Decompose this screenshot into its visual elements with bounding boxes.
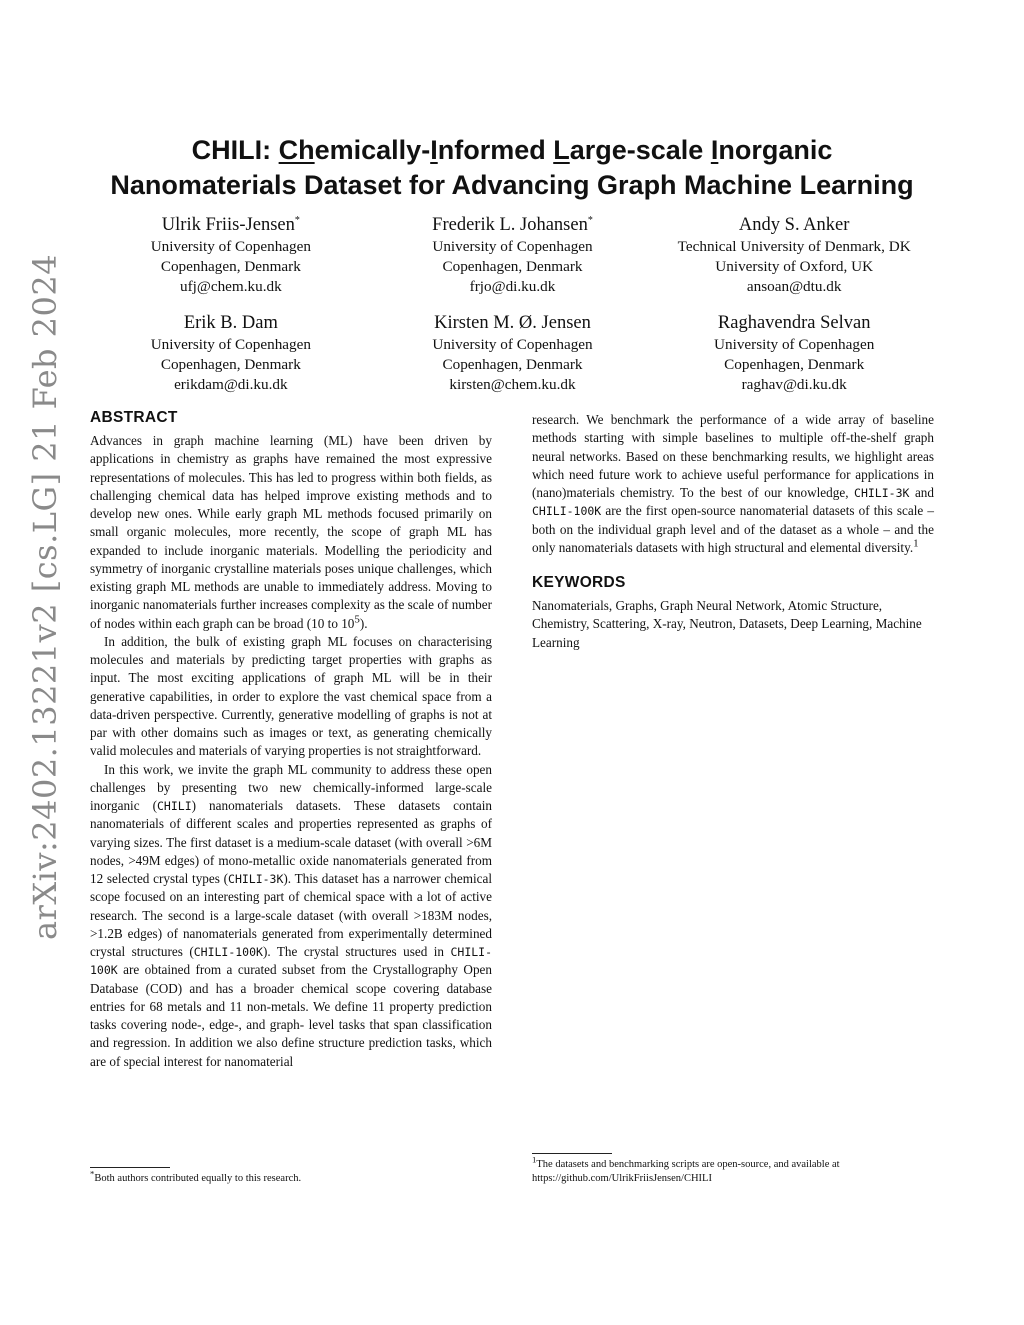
author-block bbox=[653, 312, 935, 395]
author-email: raghav@di.ku.dk bbox=[741, 376, 847, 393]
abstract-paragraph-2: In addition, the bulk of existing graph ML focuses on characterising molecules and materials by predicting target properties with graphs as input. The most exciting applications of graph ML will be in their generative capabilities, in order to explore the vast chemical space from a data-driven perspective. Currently, generative modelling of graphs is not at par with other domains such as images or text, as generating chemically valid molecules and materials of varying properties is not straightforward. bbox=[90, 633, 492, 759]
author-block: Frederik L. Johansen* University of Copenhagen Copenhagen, Denmark frjo@di.ku.dk bbox=[372, 214, 654, 297]
title-line-1: CHILI: Chemically-Informed Large-scale Inorganic bbox=[191, 135, 833, 165]
author-email: ansoan@dtu.dk bbox=[746, 278, 842, 295]
author-location: Copenhagen, Denmark bbox=[724, 356, 865, 373]
author-row-2 bbox=[90, 312, 935, 395]
author-affiliation: University of Copenhagen bbox=[714, 336, 875, 353]
keywords-heading: KEYWORDS bbox=[532, 574, 626, 591]
author-location: Copenhagen, Denmark bbox=[442, 258, 583, 275]
author-row-1 bbox=[90, 214, 935, 297]
author-email: frjo@di.ku.dk bbox=[469, 278, 556, 295]
author-affiliation: University of Copenhagen bbox=[432, 336, 593, 353]
arxiv-margin-identifier: arXiv:2402.13221v2 [cs.LG] 21 Feb 2024 bbox=[26, 253, 64, 940]
author-email: kirsten@chem.ku.dk bbox=[449, 376, 576, 393]
author-affiliation: University of Copenhagen bbox=[150, 238, 311, 255]
footnote-right: $^1$The datasets and benchmarking scripts are open-source, and available at https://github.com/UlrikFriisJensen/CHILI bbox=[532, 1154, 840, 1184]
paper-title bbox=[60, 133, 964, 203]
author-name: Andy S. Anker bbox=[738, 215, 850, 235]
author-affiliation: University of Copenhagen bbox=[150, 336, 311, 353]
author-name: Kirsten M. Ø. Jensen bbox=[434, 313, 591, 333]
author-location: Copenhagen, Denmark bbox=[442, 356, 583, 373]
author-email: ufj@chem.ku.dk bbox=[179, 278, 282, 295]
keywords-text: Nanomaterials, Graphs, Graph Neural Network, Atomic Structure, Chemistry, Scattering, X-ray, Neutron, Datasets, Deep Learning, Machine Learning bbox=[532, 598, 922, 650]
author-name: Raghavendra Selvan bbox=[717, 313, 871, 333]
author-affiliation: University of Copenhagen bbox=[432, 238, 593, 255]
title-line-2: Nanomaterials Dataset for Advancing Graph Machine Learning bbox=[110, 170, 914, 200]
author-email: erikdam@di.ku.dk bbox=[174, 376, 288, 393]
right-column bbox=[532, 411, 934, 652]
author-block bbox=[90, 312, 372, 395]
abstract-heading: ABSTRACT bbox=[90, 409, 178, 426]
abstract-paragraph-1: Advances in graph machine learning (ML) have been driven by applications in chemistry as graphs have remained the most expressive representations of molecules. This has led to progress within both fields, as challenging chemical data has helped improve existing methods and to develop new ones. While early graph ML methods focused primarily on small organic molecules, more recently, the scope of graph ML has expanded to include inorganic materials. Modelling the periodicity and symmetry of inorganic crystalline materials poses unique challenges, which existing graph ML methods are unable to immediately address. Moving to inorganic nanomaterials further increases complexity as the scale of number of nodes within each graph can be broad (10 to $10^5$). bbox=[90, 433, 492, 631]
author-name: Ulrik Friis-Jensen bbox=[161, 215, 295, 235]
author-name: Frederik L. Johansen bbox=[432, 215, 588, 235]
author-block bbox=[372, 312, 654, 395]
author-name: Erik B. Dam bbox=[183, 313, 278, 333]
left-column bbox=[90, 408, 492, 1071]
author-location: University of Oxford, UK bbox=[715, 258, 874, 275]
abstract-continuation: research. We benchmark the performance of a wide array of baseline methods starting with simple baselines to multiple off-the-shelf graph neural networks. Based on these benchmarking results, we highlight areas which need future work to achieve useful performance for applications in (nano)materials chemistry. To the best of our knowledge, CHILI-3K and CHILI-100K are the first open-source nanomaterial datasets of this scale – both on the individual graph level and of the dataset as a whole – and the only nanomaterials datasets with high structural and elemental diversity.$^1$ bbox=[532, 412, 934, 555]
footnote-rule-right bbox=[532, 1153, 612, 1154]
author-block: Ulrik Friis-Jensen* University of Copenhagen Copenhagen, Denmark ufj@chem.ku.dk bbox=[90, 214, 372, 297]
author-block bbox=[653, 214, 935, 297]
author-location: Copenhagen, Denmark bbox=[160, 258, 301, 275]
abstract-paragraph-3: In this work, we invite the graph ML community to address these open challenges by presenting two new chemically-informed large-scale inorganic (CHILI) nanomaterials datasets. These datasets contain nanomaterials of different scales and properties represented as graphs of varying sizes. The first dataset is a medium-scale dataset (with overall >6M nodes, >49M edges) of mono-metallic oxide nanomaterials generated from 12 selected crystal types (CHILI-3K). This dataset has a narrower chemical scope focused on an interesting part of chemical space with a lot of active research. The second is a large-scale dataset (with overall >183M nodes, >1.2B edges) of nanomaterials generated from experimentally determined crystal structures (CHILI-100K). The crystal structures used in CHILI-100K are obtained from a curated subset from the Crystallography Open Database (COD) and has a broader chemical scope covering database entries for 68 metals and 11 non-metals. We define 11 property prediction tasks covering node-, edge-, and graph- level tasks that span classification and regression. In addition we also define structure prediction tasks, which are of special interest for nanomaterial bbox=[90, 761, 493, 1069]
author-location: Copenhagen, Denmark bbox=[160, 356, 301, 373]
footnote-rule-left bbox=[90, 1167, 170, 1168]
author-affiliation: Technical University of Denmark, DK bbox=[677, 238, 911, 255]
footnote-left: *Both authors contributed equally to this research. bbox=[90, 1168, 302, 1184]
